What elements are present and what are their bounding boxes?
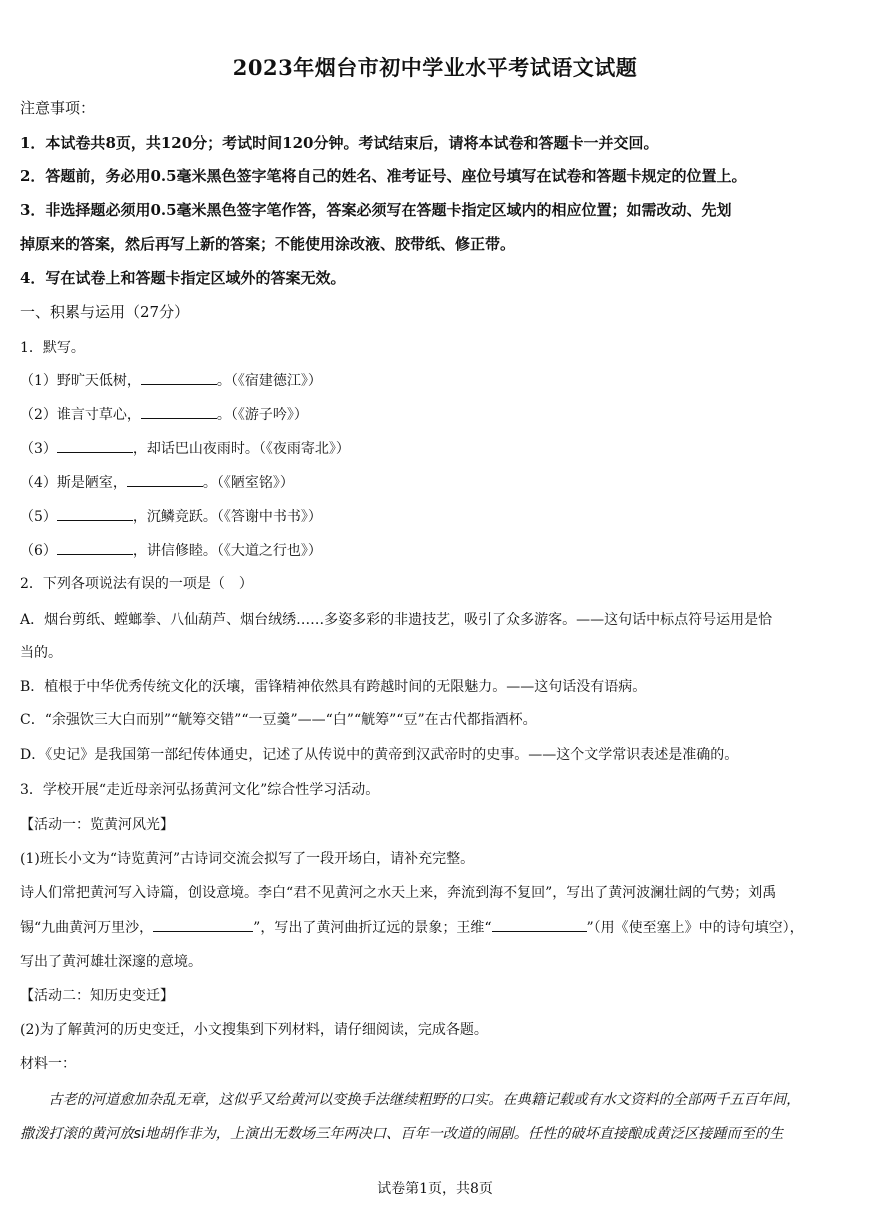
q2-option-d: D．《史记》是我国第一部纪传体通史，记述了从传说中的黄帝到汉武帝时的史事。——这个文学常识表述是准确的。 — [20, 747, 739, 763]
q2-option-b: B．植根于中华优秀传统文化的沃壤，雷锋精神依然具有跨越时间的无限魅力。——这句话没有语病。 — [20, 679, 647, 695]
q3-para-line-1: 诗人们常把黄河写入诗篇，创设意境。李白“君不见黄河之水天上来，奔流到海不复回”，写出了黄河波澜壮阔的气势；刘禹 — [20, 885, 777, 901]
answer-blank[interactable] — [141, 404, 217, 419]
q1-item-1 — [20, 370, 856, 391]
q2-stem: 2．下列各项说法有误的一项是（ ） — [20, 576, 253, 592]
q3-para-line-2 — [20, 917, 856, 938]
notice-item-1: 1．本试卷共8页，共120分；考试时间120分钟。考试结束后，请将本试卷和答题卡一并交回。 — [20, 134, 659, 152]
q1-item-3 — [20, 438, 856, 459]
q1-item-3-post: ，却话巴山夜雨时。（《夜雨寄北》） — [132, 441, 350, 457]
notice-item-4: 4．写在试卷上和答题卡指定区域外的答案无效。 — [20, 269, 346, 287]
section-heading: 一、积累与运用（27分） — [20, 303, 190, 321]
q1-item-5-post: ，沉鳞竞跃。（《答谢中书书》） — [132, 509, 322, 525]
q1-item-2 — [20, 404, 856, 425]
q3-para-line-2-a: 锡“九曲黄河万里沙， — [20, 920, 154, 936]
q1-item-6-pre: （6） — [20, 543, 57, 559]
activity-2-heading: 【活动二：知历史变迁】 — [20, 988, 174, 1004]
q3-para-line-3: 写出了黄河雄壮深邃的意境。 — [20, 954, 202, 970]
answer-blank[interactable] — [492, 917, 587, 932]
notice-item-3-cont: 掉原来的答案，然后再写上新的答案；不能使用涂改液、胶带纸、修正带。 — [20, 235, 516, 253]
material-text-line-2: 撒泼打滚的黄河放si地胡作非为，上演出无数场三年两决口、百年一改道的闹剧。任性的破坏直接酿成黄泛区接踵而至的生 — [20, 1126, 784, 1142]
q2-option-a-cont: 当的。 — [20, 645, 62, 661]
notice-item-2: 2．答题前，务必用0.5毫米黑色签字笔将自己的姓名、准考证号、座位号填写在试卷和答题卡规定的位置上。 — [20, 167, 747, 185]
q2-option-a: A．烟台剪纸、螳螂拳、八仙葫芦、烟台绒绣……多姿多彩的非遗技艺，吸引了众多游客。——这句话中标点符号运用是恰 — [20, 612, 773, 628]
q3-sub-1: (1)班长小文为“诗览黄河”古诗词交流会拟写了一段开场白，请补充完整。 — [20, 851, 475, 867]
material-text-line-1: 古老的河道愈加杂乱无章，这似乎又给黄河以变换手法继续粗野的口实。在典籍记载或有水文资料的全部两千五百年间， — [20, 1092, 801, 1108]
q1-item-5-pre: （5） — [20, 509, 57, 525]
answer-blank[interactable] — [57, 506, 133, 521]
q1-item-5 — [20, 506, 856, 527]
q3-stem: 3．学校开展“走近母亲河弘扬黄河文化”综合性学习活动。 — [20, 782, 380, 798]
q1-item-2-pre: （2）谁言寸草心， — [20, 407, 141, 423]
page-title: 2023年烟台市初中学业水平考试语文试题 — [232, 55, 638, 80]
answer-blank[interactable] — [57, 540, 133, 555]
q3-para-line-2-c: ”（用《使至塞上》中的诗句填空）， — [586, 920, 804, 936]
q1-item-6-post: ，讲信修睦。（《大道之行也》） — [132, 543, 322, 559]
q3-para-line-2-b: ”，写出了黄河曲折辽远的景象；王维“ — [253, 920, 492, 936]
q1-item-1-post: 。（《宿建德江》） — [216, 373, 322, 389]
notice-item-3: 3．非选择题必须用0.5毫米黑色签字笔作答，答案必须写在答题卡指定区域内的相应位置；如需改动、先划 — [20, 201, 732, 219]
notice-heading: 注意事项： — [20, 99, 96, 117]
material-label: 材料一： — [20, 1056, 76, 1072]
answer-blank[interactable] — [141, 370, 217, 385]
q1-item-1-pre: （1）野旷天低树， — [20, 373, 141, 389]
page-footer: 试卷第1页，共8页 — [377, 1181, 493, 1197]
answer-blank[interactable] — [127, 472, 203, 487]
q1-item-4 — [20, 472, 856, 493]
answer-blank[interactable] — [153, 917, 253, 932]
q1-stem: 1．默写。 — [20, 340, 85, 356]
q1-item-6 — [20, 540, 856, 561]
q1-item-2-post: 。（《游子吟》） — [216, 407, 308, 423]
q3-sub-2: (2)为了解黄河的历史变迁，小文搜集到下列材料，请仔细阅读，完成各题。 — [20, 1022, 488, 1038]
answer-blank[interactable] — [57, 438, 133, 453]
activity-1-heading: 【活动一：览黄河风光】 — [20, 817, 174, 833]
q1-item-4-post: 。（《陋室铭》） — [202, 475, 294, 491]
q1-item-3-pre: （3） — [20, 441, 57, 457]
q1-item-4-pre: （4）斯是陋室， — [20, 475, 127, 491]
q2-option-c: C．“余强饮三大白而别”“觥筹交错”“一豆羹”——“白”“觥筹”“豆”在古代都指酒杯。 — [20, 712, 537, 728]
